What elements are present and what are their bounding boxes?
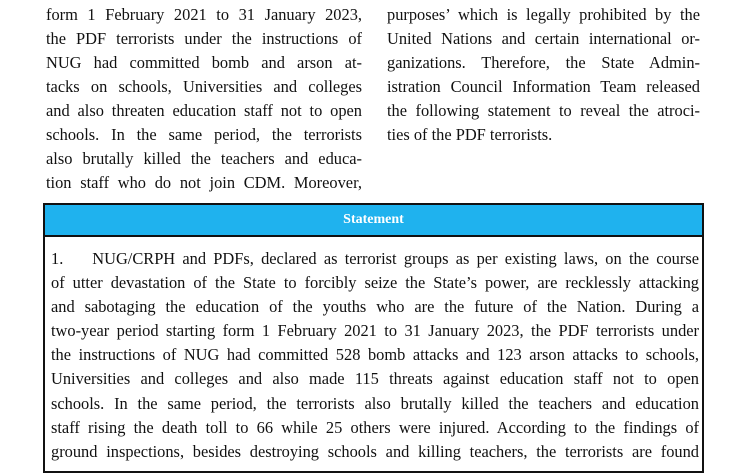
statement-header: Statement (45, 205, 702, 237)
text-line: tion staff who do not join CDM. Moreover, (46, 173, 362, 192)
text-line: schools. In the same period, the terrorists (46, 125, 362, 144)
text-line: ground inspections, besides destroying schools and killing teachers, the terrorists are found (51, 441, 699, 461)
right-column-text (387, 3, 700, 147)
text-line: the following statement to reveal the atroci- (387, 101, 700, 120)
left-column-text (46, 3, 362, 195)
text-line: also brutally killed the teachers and educa- (46, 149, 362, 168)
statement-body (51, 247, 699, 464)
text-line: tacks on schools, Universities and colleges (46, 77, 362, 96)
text-line: NUG had committed bomb and arson at- (46, 53, 362, 72)
text-line: istration Council Information Team released (387, 77, 700, 96)
text-line: staff rising the death toll to 66 while 25 others were injured. According to the findings of (51, 417, 699, 437)
text-line: and sabotaging the education of the youths who are the future of the Nation. During a (51, 297, 699, 317)
text-line: of utter devastation of the State to forcibly seize the State’s power, are recklessly attacking (51, 273, 699, 293)
statement-box (43, 203, 704, 473)
text-line: two-year period starting form 1 February 2021 to 31 January 2023, the PDF terrorists under (51, 321, 699, 341)
text-line: purposes’ which is legally prohibited by the (387, 5, 700, 24)
text-line: form 1 February 2021 to 31 January 2023, (46, 5, 362, 24)
text-line: United Nations and certain international or- (387, 29, 700, 48)
text-line: ganizations. Therefore, the State Admin- (387, 53, 700, 72)
text-line: ties of the PDF terrorists. (387, 125, 553, 144)
text-line: 1. NUG/CRPH and PDFs, declared as terrorist groups as per existing laws, on the course (51, 249, 699, 268)
text-line: the PDF terrorists under the instructions of (46, 29, 362, 48)
text-line: the instructions of NUG had committed 528 bomb attacks and 123 arson attacks to schools, (51, 345, 699, 365)
text-line: Universities and colleges and also made 115 threats against education staff not to open (51, 369, 699, 389)
text-line: and also threaten education staff not to open (46, 101, 362, 120)
text-line: schools. In the same period, the terrorists also brutally killed the teachers and education (51, 393, 699, 413)
